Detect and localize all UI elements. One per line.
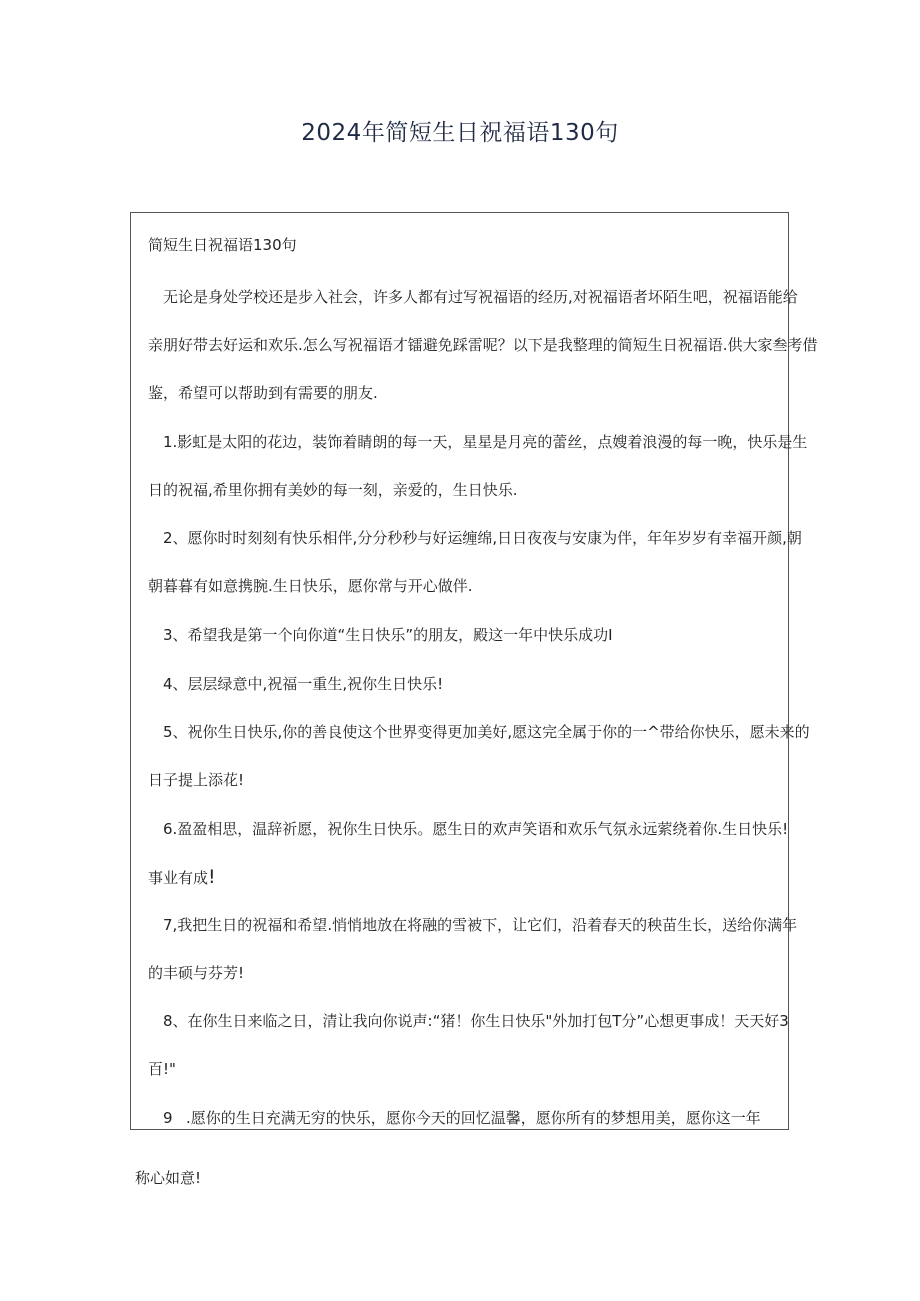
wish-5-line-2: 日子提上添花! [148, 771, 245, 789]
wish-7-line-2: 的丰硕与芬芳! [148, 964, 245, 982]
wish-9-line-1: .愿你的生日充满无穷的快乐，愿你今天的回忆温馨，愿你所有的梦想用美，愿你这一年 [186, 1109, 761, 1127]
wish-1-line-2: 日的祝福,希里你拥有美妙的每一刻，亲爱的，生日快乐. [148, 481, 518, 499]
wish-5-line-1: 5、祝你生日快乐,你的善良使这个世界变得更加美好,愿这完全属于你的一^带给你快乐，愿未来的 [163, 723, 810, 741]
wish-4: 4、层层绿意中,祝福一重生,祝你生日快乐! [163, 675, 444, 693]
wish-8-line-1: 8、在你生日来临之日，清让我向你说声:“猪！你生日快乐"外加打包T分”心想更事成！天天好3 [163, 1012, 789, 1030]
wish-2-line-2: 朝暮暮有如意携腕.生日快乐，愿你常与开心做伴. [148, 577, 473, 595]
intro-line-3: 鉴，希望可以帮助到有需要的朋友. [148, 384, 378, 402]
wish-9-number: 9 [163, 1109, 173, 1127]
wish-7-line-1: 7,我把生日的祝福和希望.悄悄地放在将融的雪被下，让它们，沿着春天的秧苗生长，送给你满年 [163, 916, 798, 934]
wish-9-continuation: 称心如意! [135, 1169, 202, 1187]
wish-1-line-1: 1.影虹是太阳的花边，装饰着睛朗的每一天，星星是月亮的蕾丝，点嫂着浪漫的每一晚，快乐是生 [163, 433, 808, 451]
document-title: 2024年简短生日祝福语130句 [301, 120, 619, 146]
wish-3: 3、希望我是第一个向你道“生日快乐”的朋友，殿这一年中快乐成功I [163, 626, 613, 644]
wish-6-line-1: 6.盈盈相思，温辞祈愿，祝你生日快乐。愿生日的欢声笑语和欢乐气氛永远萦绕着你.生日快乐! [163, 820, 789, 838]
wish-6-exclamation: ! [208, 866, 216, 888]
wish-6-line-2 [148, 867, 216, 888]
intro-line-1: 无论是身处学校还是步入社会，许多人都有过写祝福语的经历,对祝福语者坏陌生吧，祝福语能给 [163, 288, 798, 306]
wish-8-line-2: 百!" [148, 1060, 176, 1078]
wish-2-line-1: 2、愿你时时刻刻有快乐相伴,分分秒秒与好运缠绵,日日夜夜与安康为伴，年年岁岁有幸福开颜,朝 [163, 529, 802, 547]
intro-line-2: 亲朋好带去好运和欢乐.怎么写祝福语才镭避免踩雷呢？以下是我整理的简短生日祝福语.供大家叁考借 [148, 336, 818, 354]
wish-6-line-2-text: 事业有成 [148, 869, 209, 887]
section-heading: 简短生日祝福语130句 [148, 236, 297, 254]
